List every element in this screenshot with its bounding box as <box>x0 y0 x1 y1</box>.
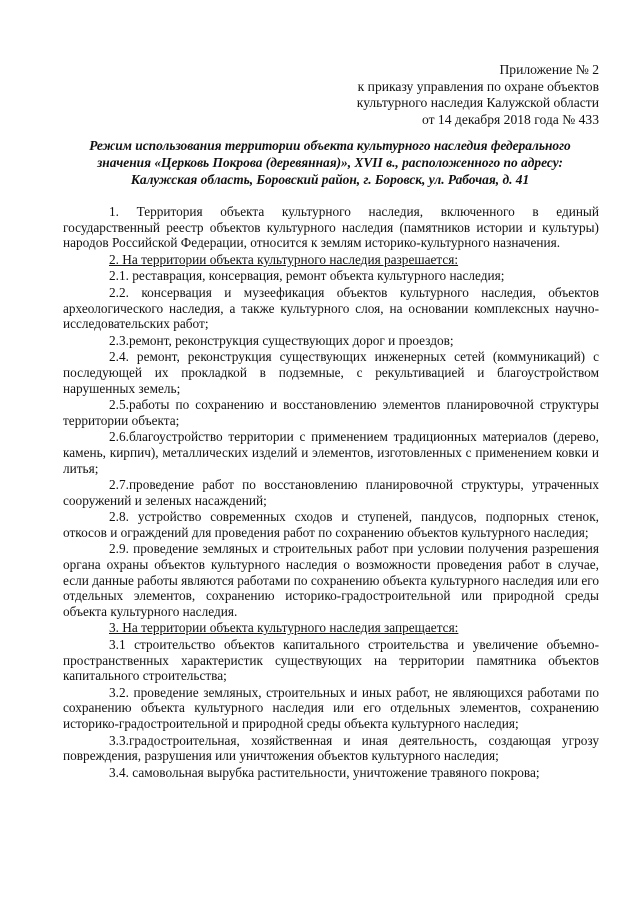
section-3-heading: 3. На территории объекта культурного наследия запрещается: <box>109 620 459 636</box>
item-2-3: 2.3.ремонт, реконструкция существующих дорог и проездов; <box>109 332 454 348</box>
item-2-5: 2.5.работы по сохранению и восстановлению элементов планировочной структуры территории объекта; <box>63 397 599 428</box>
item-2-4: 2.4. ремонт, реконструкция существующих инженерных сетей (коммуникаций) с последующей их прокладкой в подземные, с рекультивацией и благоустройством нарушенных земель; <box>63 349 599 396</box>
item-2-2: 2.2. консервация и музеефикация объектов культурного наследия, объектов археологического наследия, а также культурного слоя, на основании комплексных научно-исследовательских работ; <box>63 284 599 332</box>
item-3-3: 3.3.градостроительная, хозяйственная и иная деятельность, создающая угрозу повреждения, разрушения или уничтожения объектов культурного наследия; <box>63 732 599 764</box>
item-2-1: 2.1. реставрация, консервация, ремонт объекта культурного наследия; <box>109 268 505 284</box>
section-1-paragraph: 1. Территория объекта культурного наследия, включенного в единый государственный реестр объектов культурного наследия (памятников истории и культуры) народов Российской Федерации, относится к землям историко-культурного назначения. <box>63 204 599 251</box>
document-body <box>63 204 599 781</box>
document-title: Режим использования территории объекта культурного наследия федерального значения «Церковь Покрова (деревянная)», XVII в., расположенного по адресу: Калужская область, Боровский район, г. Боровск, ул. Рабочая, д. 41 <box>89 138 571 187</box>
section-2-heading: 2. На территории объекта культурного наследия разрешается: <box>109 251 459 267</box>
section-3-heading-line <box>63 620 599 636</box>
item-2-9: 2.9. проведение земляных и строительных работ при условии получения разрешения органа охраны объектов культурного наследия о возможности проведения работ в случае, если данные работы являются работами по сохранению объекта культурного наследия или его отдельных элементов, сохранению историко-градостроительной или природной среды объекта культурного наследия. <box>63 541 599 619</box>
item-2-7: 2.7.проведение работ по восстановлению планировочной структуры, утраченных сооружений и зеленых насаждений; <box>63 477 599 508</box>
appendix-header <box>357 62 599 128</box>
item-3-1: 3.1 строительство объектов капитального строительства и увеличение объемно-пространственных характеристик существующих на территории памятника объектов капитального строительства; <box>63 637 599 684</box>
appendix-number: Приложение № 2 <box>499 62 599 77</box>
item-3-2: 3.2. проведение земляных, строительных и иных работ, не являющихся работами по сохранению объекта культурного наследия или его отдельных элементов, сохранению историко-градостроительной и природной среды объекта культурного наследия; <box>63 684 599 731</box>
item-3-4: 3.4. самовольная вырубка растительности, уничтожение травяного покрова; <box>109 764 540 780</box>
appendix-authority: культурного наследия Калужской области <box>356 95 599 110</box>
item-2-6: 2.6.благоустройство территории с применением традиционных материалов (дерево, камень, кирпич), металлических изделий и элементов, изготовленных с применением ковки и литья; <box>63 429 599 476</box>
appendix-order-ref: к приказу управления по охране объектов <box>357 78 599 94</box>
section-2-heading-line <box>63 252 599 268</box>
appendix-date: от 14 декабря 2018 года № 433 <box>421 111 599 127</box>
item-2-8: 2.8. устройство современных сходов и ступеней, пандусов, подпорных стенок, откосов и ограждений для проведения работ по сохранению объектов культурного наследия; <box>63 509 599 540</box>
